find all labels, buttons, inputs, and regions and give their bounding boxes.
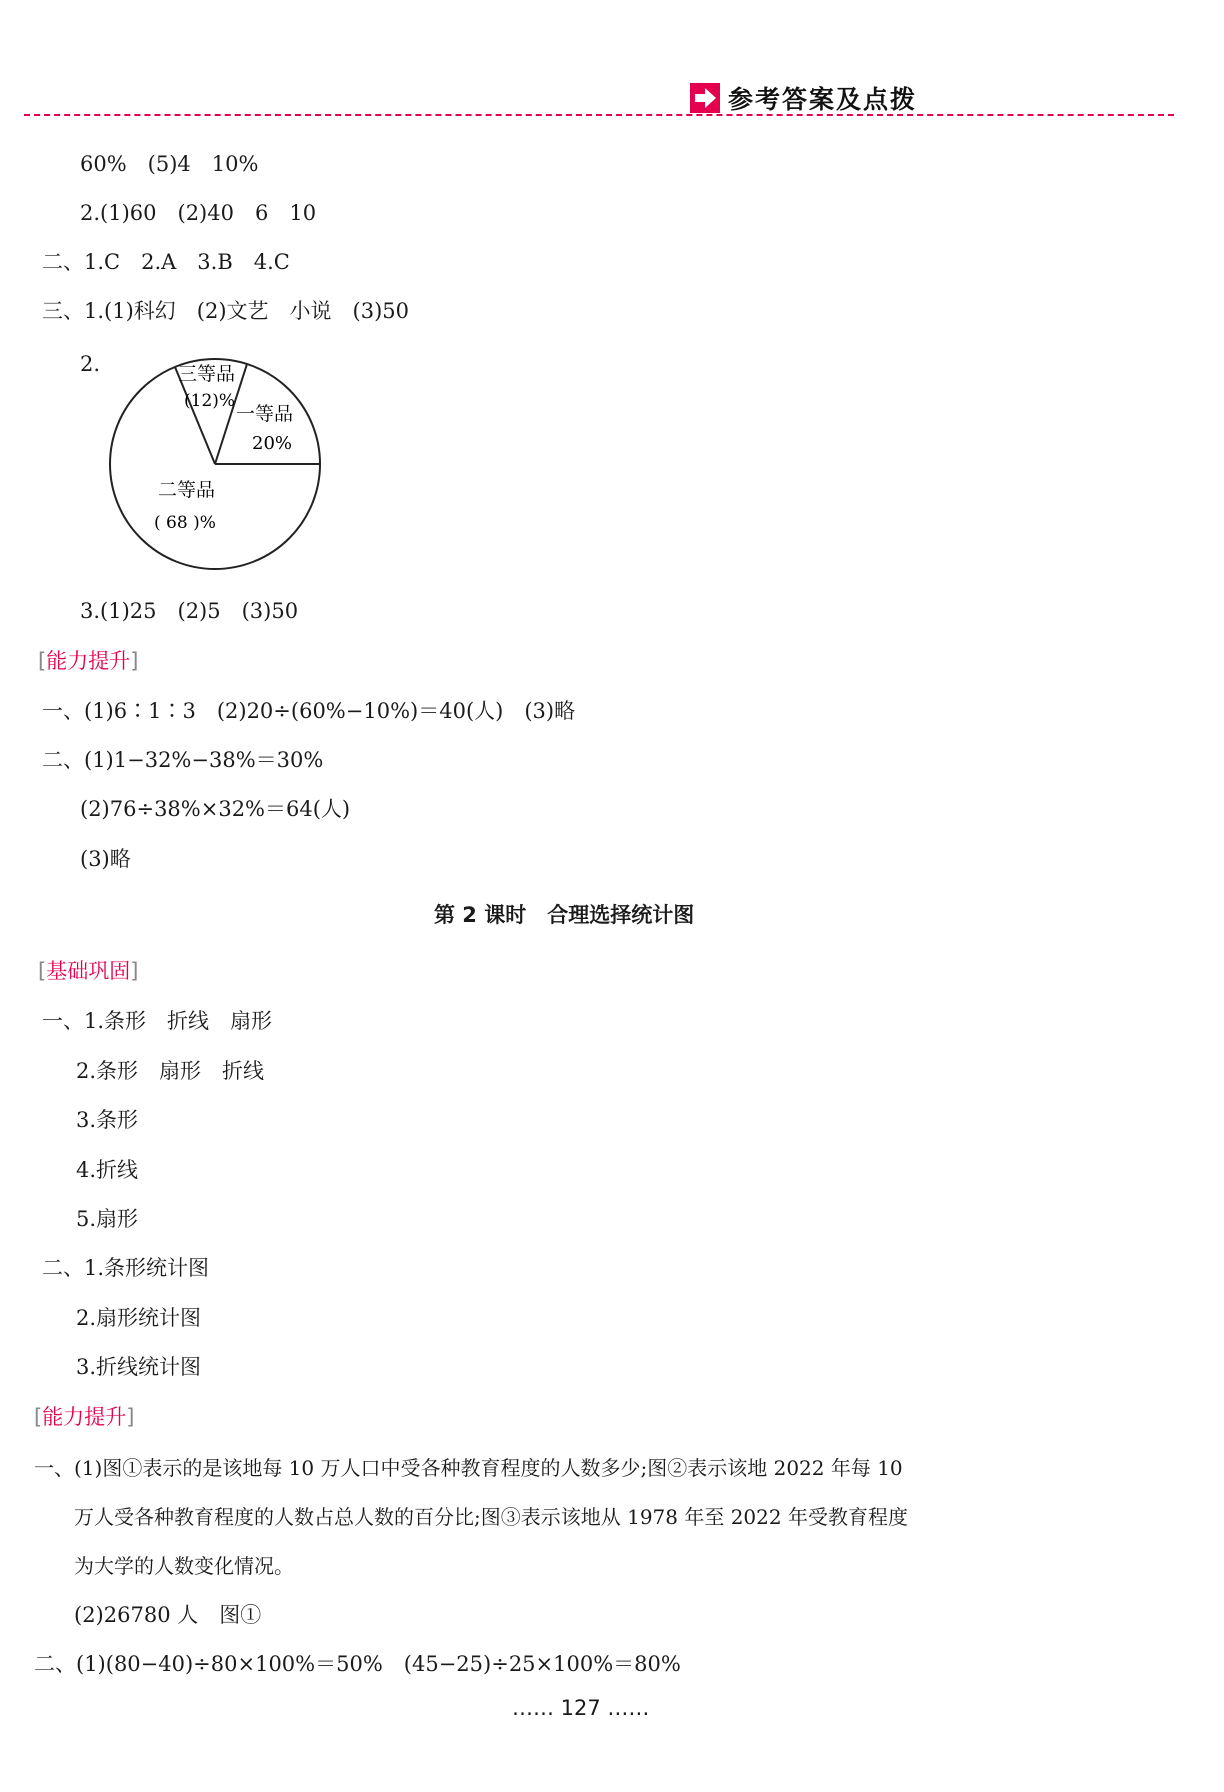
arrow-icon xyxy=(690,83,720,113)
answer-line: 万人受各种教育程度的人数占总人数的百分比;图③表示该地从 1978 年至 2022 年受教育程度 xyxy=(74,1505,908,1529)
pie-label-second-pct: ( 68 )% xyxy=(154,513,216,533)
pie-chart xyxy=(100,356,330,576)
answer-line: 2.(1)60 (2)40 6 10 xyxy=(80,201,317,225)
section-heading: [基础巩固] xyxy=(38,959,139,983)
answer-line: 5.扇形 xyxy=(76,1207,139,1231)
pie-label-first-name: 一等品 xyxy=(236,403,294,425)
page-header xyxy=(690,78,917,118)
answer-line: (2)26780 人 图① xyxy=(74,1603,262,1627)
pie-label-third-pct: (12)% xyxy=(184,391,236,411)
answer-line: 为大学的人数变化情况。 xyxy=(74,1554,294,1578)
answer-line: (3)略 xyxy=(80,847,131,871)
header-divider xyxy=(24,114,1174,116)
answer-line: 2.条形 扇形 折线 xyxy=(76,1059,265,1083)
section-heading: [能力提升] xyxy=(34,1405,135,1429)
answer-line: 一、(1)6∶1∶3 (2)20÷(60%−10%)＝40(人) (3)略 xyxy=(42,699,576,723)
header-title: 参考答案及点拨 xyxy=(728,85,918,114)
answer-line: 二、1.条形统计图 xyxy=(42,1256,210,1280)
answer-line: 2.扇形统计图 xyxy=(76,1306,202,1330)
answer-line: 2. xyxy=(80,352,101,376)
answer-line: 二、(1)1−32%−38%＝30% xyxy=(42,748,324,772)
answer-line: 60% (5)4 10% xyxy=(80,152,259,176)
pie-label-first-pct: 20% xyxy=(252,433,293,454)
answer-line: 3.条形 xyxy=(76,1108,139,1132)
answer-line: (2)76÷38%×32%＝64(人) xyxy=(80,797,351,821)
answer-line: 三、1.(1)科幻 (2)文艺 小说 (3)50 xyxy=(42,299,409,323)
answer-line: 一、(1)图①表示的是该地每 10 万人口中受各种教育程度的人数多少;图②表示该地 2022 年每 10 xyxy=(34,1456,903,1480)
pie-label-second-name: 二等品 xyxy=(158,479,216,501)
answer-line: 4.折线 xyxy=(76,1158,139,1182)
answer-line: 二、(1)(80−40)÷80×100%＝50% (45−25)÷25×100%＝80% xyxy=(34,1652,681,1676)
answer-line: 3.折线统计图 xyxy=(76,1355,202,1379)
answer-line: 二、1.C 2.A 3.B 4.C xyxy=(42,250,290,274)
answer-line: 一、1.条形 折线 扇形 xyxy=(42,1009,273,1033)
answer-line: 3.(1)25 (2)5 (3)50 xyxy=(80,599,299,623)
section-heading: [能力提升] xyxy=(38,649,139,673)
pie-label-third-name: 三等品 xyxy=(178,363,236,385)
lesson-title: 第 2 课时 合理选择统计图 xyxy=(434,903,695,927)
page-number: …… 127 …… xyxy=(512,1696,650,1720)
